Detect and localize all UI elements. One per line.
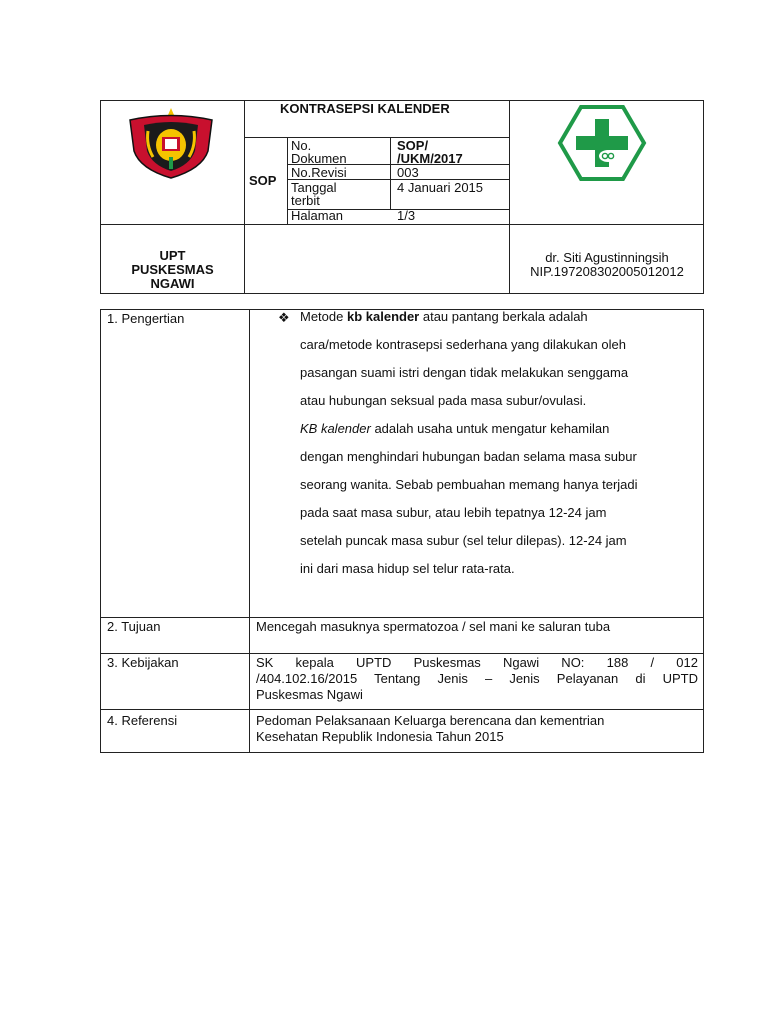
- organization-name-line: PUSKESMAS: [131, 262, 214, 277]
- pengertian-paragraph: [300, 309, 700, 589]
- referensi-line: Kesehatan Republik Indonesia Tahun 2015: [256, 729, 504, 744]
- pengertian-line: dengan menghindari hubungan badan selama masa subur: [300, 449, 637, 464]
- body-divider: [249, 310, 250, 752]
- doc-number-value: [397, 139, 463, 165]
- pengertian-line: seorang wanita. Sebab pembuahan memang hanya terjadi: [300, 477, 638, 492]
- kebijakan-line: SK kepala UPTD Puskesmas Ngawi NO: 188 / 012: [256, 655, 698, 670]
- sop-header-table: [100, 100, 704, 294]
- sop-content-table: [100, 309, 704, 753]
- organization-name: [101, 249, 244, 291]
- body-divider: [101, 653, 703, 654]
- header-divider: [390, 137, 391, 209]
- referensi-line: Pedoman Pelaksanaan Keluarga berencana dan kementrian: [256, 713, 605, 728]
- header-divider: [287, 137, 288, 224]
- section-label-kebijakan: 3. Kebijakan: [107, 655, 179, 670]
- pengertian-line: ini dari masa hidup sel telur rata-rata.: [300, 561, 515, 576]
- referensi-text: [256, 713, 698, 745]
- pengertian-line: pada saat masa subur, atau lebih tepatnya 12-24 jam: [300, 505, 607, 520]
- pengertian-rest: atau pantang berkala adalah: [419, 309, 588, 324]
- document-title: KONTRASEPSI KALENDER: [280, 101, 450, 116]
- pengertian-lead: Metode: [300, 309, 347, 324]
- header-divider: [244, 137, 509, 138]
- doc-number-label-line: No.: [291, 138, 312, 153]
- organization-name-line: UPT: [159, 248, 186, 263]
- issue-date-label: [291, 181, 337, 207]
- page-value: 1/3: [397, 208, 416, 223]
- kebijakan-text: [256, 655, 698, 703]
- signer-block: [509, 251, 705, 279]
- signer-nip: NIP.197208302005012012: [530, 264, 684, 279]
- kebijakan-line: /404.102.16/2015 Tentang Jenis – Jenis Pelayanan di UPTD: [256, 671, 698, 686]
- sop-label: SOP: [249, 173, 277, 188]
- issue-date-value: 4 Januari 2015: [397, 180, 484, 195]
- pengertian-line: [300, 421, 700, 449]
- pengertian-line: atau hubungan seksual pada masa subur/ovulasi.: [300, 393, 587, 408]
- diamond-bullet-icon: ❖: [278, 310, 290, 325]
- body-divider: [101, 709, 703, 710]
- issue-date-label-line: Tanggal: [291, 180, 337, 195]
- pengertian-rest: adalah usaha untuk mengatur kehamilan: [370, 421, 610, 436]
- signer-name: dr. Siti Agustinningsih: [545, 250, 669, 265]
- revision-label: No.Revisi: [291, 165, 347, 180]
- pengertian-line: pasangan suami istri dengan tidak melakukan senggama: [300, 365, 629, 380]
- section-label-pengertian: 1. Pengertian: [107, 311, 185, 326]
- doc-number-label: [291, 139, 347, 165]
- header-divider: [101, 224, 703, 225]
- regency-emblem: [128, 107, 214, 179]
- page-label: Halaman: [291, 208, 344, 223]
- pengertian-line: setelah puncak masa subur (sel telur dilepas). 12-24 jam: [300, 533, 627, 548]
- doc-number-value-line: /UKM/2017: [397, 151, 463, 166]
- tujuan-text: Mencegah masuknya spermatozoa / sel mani ke saluran tuba: [256, 619, 611, 634]
- revision-value: 003: [397, 165, 419, 180]
- pengertian-line: [300, 309, 700, 337]
- kebijakan-line: Puskesmas Ngawi: [256, 687, 363, 702]
- pengertian-italic-term: KB kalender: [300, 421, 371, 436]
- issue-date-label-line: terbit: [291, 193, 320, 208]
- body-divider: [101, 617, 703, 618]
- section-label-tujuan: 2. Tujuan: [107, 619, 161, 634]
- section-label-referensi: 4. Referensi: [107, 713, 178, 728]
- organization-name-line: NGAWI: [150, 276, 195, 291]
- header-divider: [244, 101, 245, 293]
- doc-number-label-line: Dokumen: [291, 151, 347, 166]
- pengertian-line: cara/metode kontrasepsi sederhana yang dilakukan oleh: [300, 337, 626, 352]
- doc-number-value-line: SOP/: [397, 138, 429, 153]
- pengertian-term: kb kalender: [346, 309, 420, 324]
- puskesmas-logo: [557, 105, 647, 181]
